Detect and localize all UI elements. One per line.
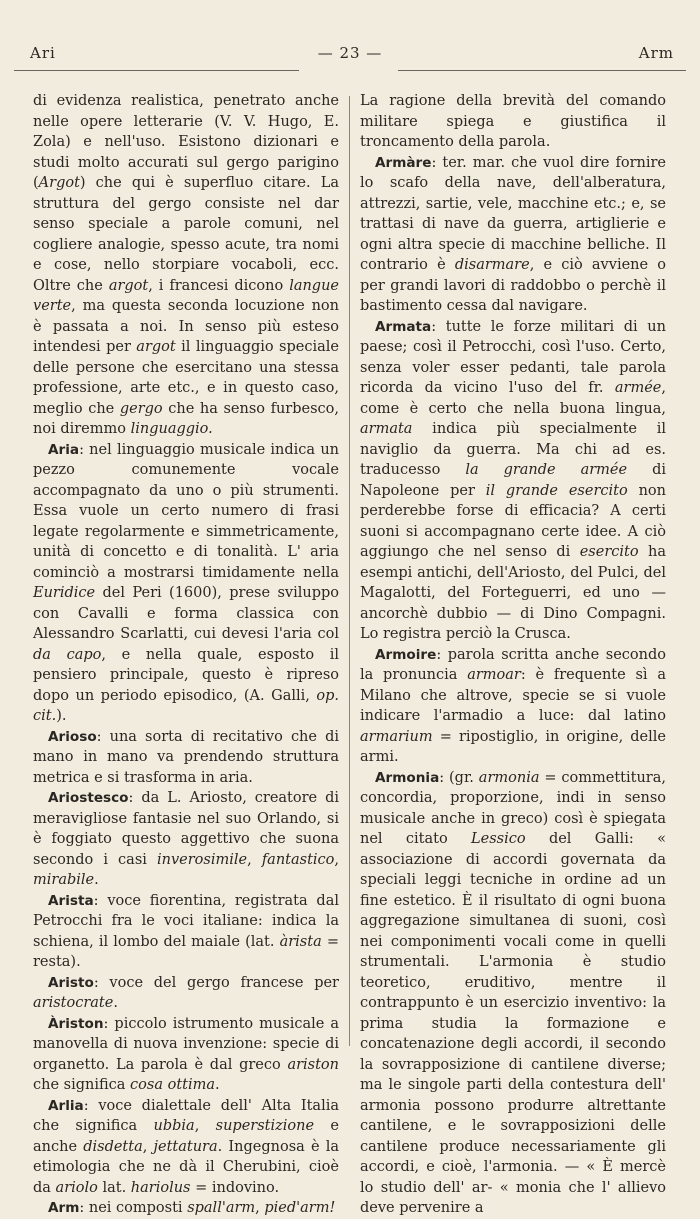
entry-text: : nel linguaggio musicale indica un pezzo comunemente vocale accompagnato da uno o più strumenti. Essa vuole un certo numero di frasi legate regolarmente e simmetricamente, unità di concetto e di tonalità. L' aria cominciò a mostrarsi timidamente nella — [33, 441, 339, 581]
entry-text: , — [142, 1138, 154, 1155]
entry-text: il linguaggio speciale delle persone che esercitano una stessa professione, arte etc., e in questo caso, meglio che — [33, 339, 339, 417]
italic-term: spall'arm — [187, 1200, 256, 1216]
running-head-right: Arm — [638, 44, 674, 62]
italic-term: armonia — [478, 769, 540, 786]
entry-headword: Armata — [375, 318, 432, 335]
italic-term: langue verte — [33, 277, 340, 314]
dictionary-entry — [33, 440, 339, 727]
entry-text: lat. — [97, 1179, 131, 1196]
entry-headword: Arm — [48, 1200, 80, 1216]
entry-text: che ha senso furbesco, noi diremmo — [33, 400, 339, 437]
italic-term: disdetta — [83, 1138, 143, 1155]
entry-headword: Arioso — [48, 728, 97, 745]
italic-term: da capo — [33, 646, 102, 663]
entry-text: , come è certo che nella buona lingua, — [360, 380, 666, 417]
dictionary-entry — [360, 317, 666, 645]
italic-term: fantastico — [261, 851, 335, 868]
italic-term: ariolo — [55, 1179, 98, 1196]
entry-headword: Àriston — [48, 1015, 104, 1032]
italic-term: armata — [360, 421, 413, 437]
entry-text: , — [255, 1200, 265, 1216]
running-head-left: Ari — [30, 44, 56, 62]
italic-term: Lessico — [471, 831, 526, 847]
entry-text: La ragione della brevità del comando militare spiega e giustifica il troncamento della parola. — [360, 93, 666, 150]
right-column — [360, 91, 666, 1219]
entry-text: : tutte le forze militari di un paese; così il Petrocchi, così l'uso. Certo, senza voler esser pedanti, tale parola ricorda da vicino l'uso del fr. — [360, 318, 666, 396]
italic-term: disarmare — [454, 257, 530, 273]
italic-term: gergo — [119, 400, 163, 417]
entry-text: : voce del gergo francese per — [93, 974, 339, 991]
dictionary-entry — [360, 645, 666, 768]
header-rule-left — [14, 70, 299, 71]
italic-term: esercito — [579, 544, 639, 560]
entry-headword: Armoire — [375, 646, 437, 663]
entry-text: , ma questa seconda locuzione non è passata a noi. In senso più esteso intendesi per — [33, 298, 339, 355]
dictionary-entry — [33, 973, 339, 1014]
entry-headword: Arista — [48, 892, 94, 909]
italic-term: ubbia — [153, 1118, 195, 1134]
entry-text: : da L. Ariosto, creatore di meravigliose fantasie nel suo Orlando, si è foggiato questo aggettivo che suona secondo i casi — [33, 790, 339, 868]
entry-text: , — [334, 851, 339, 868]
continued-text — [33, 91, 339, 440]
italic-term: jettatura — [153, 1138, 218, 1155]
entry-text: ). — [56, 708, 67, 724]
italic-term: cosa ottima — [130, 1077, 216, 1093]
italic-term: ariston — [287, 1056, 339, 1073]
entry-text: del Galli: « associazione di accordi governata da speciali leggi tecniche in ordine ad un fine estetico. È il risultato di ogni buona aggregazione simultanea di suoni, così nei componimenti vocali come in quelli strumentali. L'armonia è studio teoretico, eruditivo, mentre il contrappunto è un esercizio inventivo: la prima studia la formazione e concatenazione degli accordi, il secondo la sovrapposizione di cantilene diverse; ma le singole parti della contestura dell' armonia possono produrre altrettante cantilene, e le sovrapposizioni delle cantilene produce necessariamente gli accordi, e cioè, l'armonia. — « È mercè lo studio dell' ar- « monia che l' allievo deve pervenire a — [360, 831, 666, 1216]
entry-text: , e nella quale, esposto il pensiero principale, questo è ripreso dopo un periodo episodico, (A. Galli, — [33, 646, 339, 704]
entry-text: : nei composti — [79, 1200, 188, 1216]
entry-text: = commettitura, concordia, proporzione, indi in senso musicale anche in greco) così è spiegata nel citato — [360, 769, 666, 847]
entry-text: , i francesi dicono — [148, 277, 290, 294]
entry-text: : una sorta di recitativo che di mano in mano va prendendo struttura metrica e si trasforma in aria. — [33, 728, 339, 786]
entry-text: indica più specialmente il naviglio da guerra. Ma chi ad es. traducesso — [360, 421, 666, 478]
italic-term: il grande esercito — [485, 482, 628, 499]
italic-term: pied'arm! — [264, 1200, 336, 1216]
entry-text: = ripostiglio, in origine, delle armi. — [360, 728, 666, 765]
italic-term: op. cit. — [33, 687, 339, 724]
entry-text: non perderebbe forse di efficacia? A certi suoni si accompagnano certe idee. A ciò aggiungo che nel senso di — [360, 482, 666, 560]
entry-text: = resta). — [33, 933, 339, 970]
italic-term: superstizione — [215, 1118, 315, 1134]
italic-term: àrista — [279, 933, 322, 950]
entry-text: : parola scritta anche secondo la pronuncia — [360, 646, 666, 683]
dictionary-entry — [33, 1014, 339, 1096]
entry-headword: Arlia — [48, 1097, 84, 1114]
italic-term: Euridice — [33, 585, 96, 601]
italic-term: aristocrate — [33, 995, 114, 1011]
entry-headword: Aristo — [48, 974, 94, 991]
entry-text: : voce dialettale dell' Alta Italia che significa — [33, 1097, 339, 1134]
entry-text: : ter. mar. che vuol dire fornire lo scafo della nave, dell'alberatura, attrezzi, sartie, vele, macchine etc.; e, se trattasi di nave da guerra, artiglierie e ogni altra specie di macchine belliche. Il contrario è — [360, 154, 666, 273]
italic-term: la grande armée — [465, 462, 628, 478]
column-divider — [349, 96, 350, 1046]
dictionary-entry — [33, 788, 339, 891]
entry-text: : (gr. — [439, 769, 479, 786]
entry-text: . — [94, 872, 99, 888]
italic-term: linguaggio. — [130, 421, 213, 437]
dictionary-entry — [33, 1198, 339, 1219]
entry-text: ha esempi antichi, dell'Ariosto, del Pulci, del Magalotti, del Forteguerri, ed uno — ancorchè dubbio — di Dino Compagni. Lo registra perciò la Crusca. — [360, 544, 666, 642]
continued-text — [360, 91, 666, 153]
italic-term: mirabile — [33, 872, 95, 888]
dictionary-entry — [360, 153, 666, 317]
left-column — [33, 91, 339, 1219]
entry-text: di evidenza realistica, penetrato anche nelle opere letterarie (V. V. Hugo, E. Zola) e nell'uso. Esistono dizionari e studi molto accurati sul gergo parigino ( — [33, 93, 339, 191]
entry-text: , e ciò avviene o per grandi lavori di raddobbo o perchè il bastimento cessa dal navigare. — [360, 257, 666, 314]
dictionary-entry — [33, 891, 339, 973]
italic-term: argot — [136, 339, 176, 355]
entry-text: = indovino. — [190, 1179, 280, 1196]
page-number: — 23 — — [317, 44, 383, 62]
entry-headword: Ariostesco — [48, 790, 129, 806]
entry-text: che significa — [33, 1077, 131, 1093]
entry-text: , — [247, 851, 262, 868]
entry-headword: Armàre — [375, 154, 432, 171]
entry-headword: Armonia — [375, 769, 440, 786]
entry-text: : è frequente sì a Milano che altrove, specie se si vuole indicare l'armadio a luce: dal latino — [360, 667, 666, 724]
italic-term: inverosimile — [157, 851, 248, 868]
entry-text: ) che qui è superfluo citare. La struttura del gergo consiste nel dar senso speciale a parole comuni, nel cogliere analogie, spesso acute, tra nomi e cose, nello storpiare vocaboli, ecc. Oltre che — [33, 175, 339, 294]
entry-text: del Peri (1600), prese sviluppo con Cavalli e forma classica con Alessandro Scarlatti, cui devesi l'aria col — [33, 585, 339, 642]
dictionary-entry — [33, 1096, 339, 1199]
italic-term: armée — [614, 380, 662, 396]
entry-text: : piccolo istrumento musicale a manovella di nuova invenzione: specie di organetto. La parola è dal greco — [33, 1015, 339, 1073]
entry-text: . — [215, 1077, 220, 1093]
italic-term: Argot — [38, 175, 80, 191]
entry-headword: Aria — [48, 441, 80, 458]
italic-term: argot — [108, 277, 149, 294]
header-rule-right — [398, 70, 686, 71]
italic-term: armoar — [467, 667, 521, 683]
italic-term: armarium — [360, 728, 433, 745]
entry-text: . — [113, 995, 118, 1011]
entry-text: . Ingegnosa è la etimologia che ne dà il Cherubini, cioè da — [33, 1138, 339, 1196]
italic-term: hariolus — [130, 1179, 191, 1196]
dictionary-entry — [33, 727, 339, 789]
entry-text: di Napoleone per — [360, 462, 666, 499]
entry-text: , — [194, 1118, 216, 1134]
entry-text: : voce fiorentina, registrata dal Petrocchi fra le voci italiane: indica la schiena, il lombo del maiale (lat. — [33, 892, 339, 950]
entry-text: e anche — [33, 1118, 339, 1155]
dictionary-entry — [360, 768, 666, 1219]
